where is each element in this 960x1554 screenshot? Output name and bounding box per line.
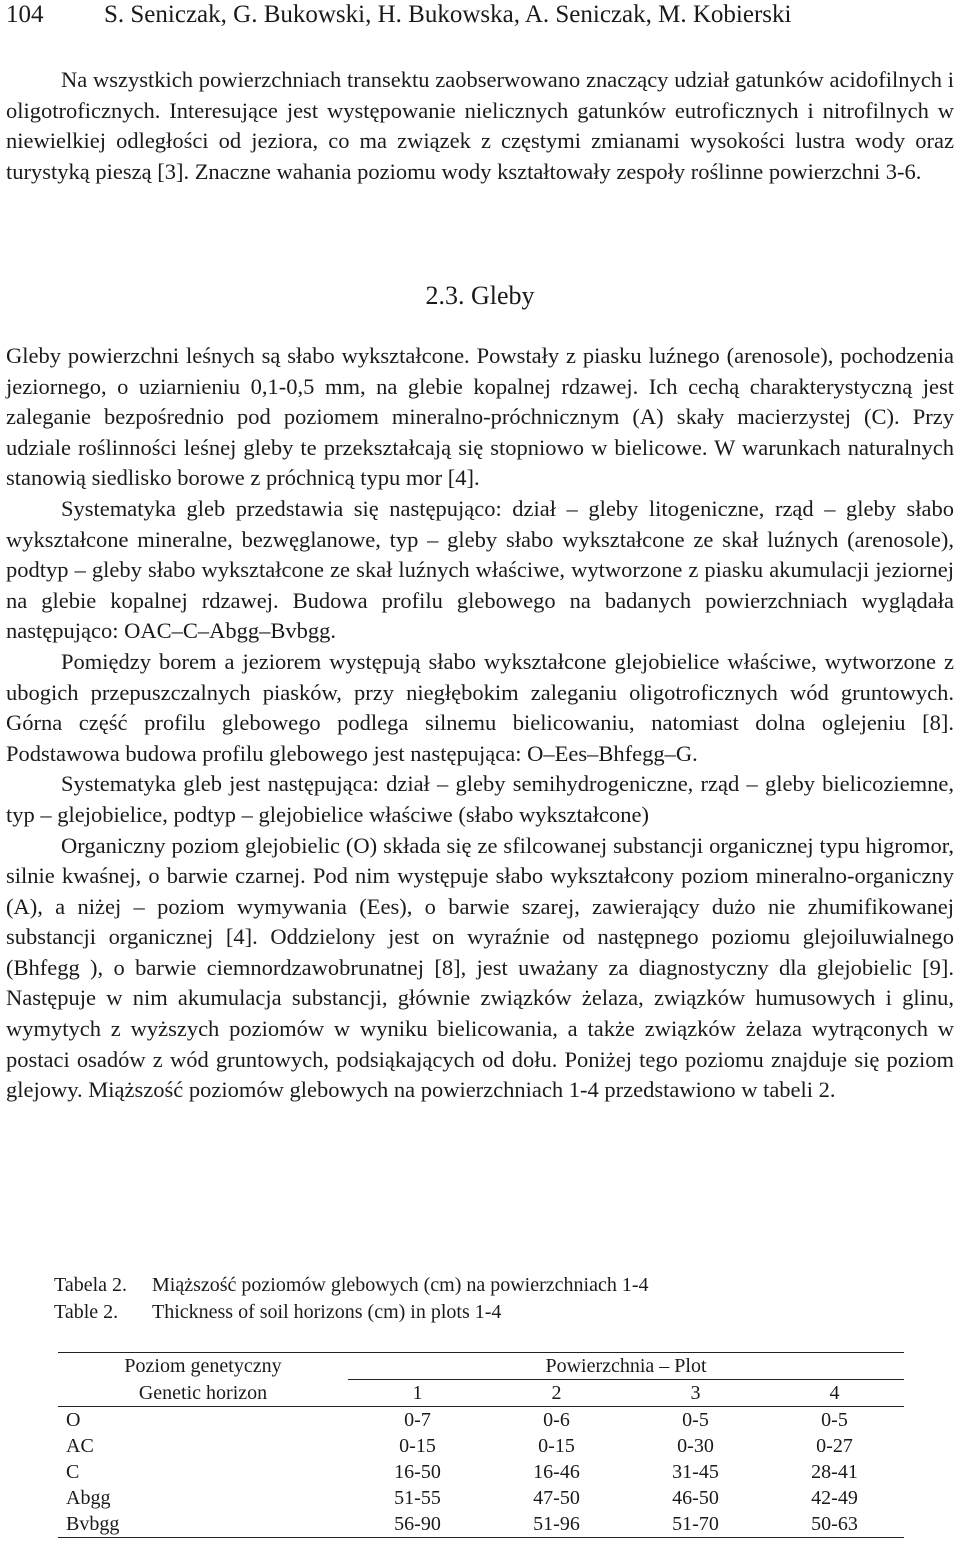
table-caption <box>54 1272 649 1326</box>
table-caption-pl: Tabela 2. Miąższość poziomów glebowych (cm) na powierzchniach 1-4 <box>54 1274 649 1296</box>
table-cell: 0-27 <box>816 1435 853 1457</box>
table-cell: 0-5 <box>682 1409 709 1431</box>
table-cell: 16-46 <box>533 1461 580 1483</box>
header-plot-1: 1 <box>348 1380 487 1407</box>
table-row <box>58 1485 904 1511</box>
paragraph-soils-overview: Gleby powierzchni leśnych są słabo wykształcone. Powstały z piasku luźnego (arenosole), pochodzenia jeziornego, o uziarnieniu 0,1-0,5 mm, na glebie kopalnej rdzawej. Ich cechą charakterystyczną jest zaleganie bezpośrednio pod poziomem mineralno-próchnicznym (A) skały macierzystej (C). Przy udziale roślinności leśnej gleby te przekształcają się stopniowo w bielicowe. W warunkach naturalnych stanowią siedlisko borowe z próchnicą typu mor [4]. <box>6 343 954 491</box>
table-cell: 0-6 <box>543 1409 570 1431</box>
table-cell: 51-55 <box>394 1487 441 1509</box>
horizon-label: C <box>66 1461 80 1483</box>
table-cell: 42-49 <box>811 1487 858 1509</box>
table-cell: 28-41 <box>811 1461 858 1483</box>
section-title: 2.3. Gleby <box>425 281 535 310</box>
table-cell: 31-45 <box>672 1461 719 1483</box>
table-row <box>58 1459 904 1485</box>
header-plot-2: 2 <box>487 1380 626 1407</box>
table-cell: 47-50 <box>533 1487 580 1509</box>
horizon-label: Bvbgg <box>58 1511 348 1538</box>
table-caption-en: Table 2. Thickness of soil horizons (cm) in plots 1-4 <box>54 1301 502 1323</box>
horizon-label: Abgg <box>66 1487 111 1509</box>
table-cell: 0-15 <box>538 1435 575 1457</box>
page-number: 104 <box>6 1 44 28</box>
table-row <box>58 1511 904 1538</box>
table-cell: 0-15 <box>399 1435 436 1457</box>
header-plot-4: 4 <box>765 1380 904 1407</box>
paragraph-gley-podzols: Pomiędzy borem a jeziorem występują słabo wykształcone glejobielice właściwe, wytworzone z ubogich przepuszczalnych piasków, przy niegłębokim zaleganiu oligotroficznych wód gruntowych. Górna część profilu glebowego podlega silnemu bielicowaniu, natomiast dolna oglejeniu [8]. Podstawowa budowa profilu glebowego jest następująca: O–Ees–Bhfegg–G. <box>6 648 954 766</box>
table-subheader-row <box>58 1380 904 1407</box>
table-row <box>58 1433 904 1459</box>
table-header-row <box>58 1353 904 1380</box>
soil-horizons-table <box>58 1352 904 1538</box>
horizon-label: O <box>66 1409 81 1431</box>
table-cell: 0-30 <box>677 1435 714 1457</box>
table-cell: 50-63 <box>765 1511 904 1538</box>
table-cell: 0-7 <box>404 1409 431 1431</box>
table-cell: 56-90 <box>348 1511 487 1538</box>
intro-text-block <box>6 65 954 187</box>
table-row <box>58 1407 904 1434</box>
header-plot-3: 3 <box>626 1380 765 1407</box>
running-header <box>6 0 791 30</box>
table-cell: 0-5 <box>821 1409 848 1431</box>
header-plot: Powierzchnia – Plot <box>348 1353 904 1380</box>
soils-text-block <box>6 341 954 1106</box>
intro-paragraph: Na wszystkich powierzchniach transektu zaobserwowano znaczący udział gatunków acidofilnych i oligotroficznych. Interesujące jest występowanie nielicznych gatunków eutroficznych i nitrofilnych w niewielkiej odległości od jeziora, co ma związek z częstymi zmianami wysokości lustra wody oraz turystyką pieszą [3]. Znaczne wahania poziomu wody kształtowały zespoły roślinne powierzchni 3-6. <box>6 67 954 184</box>
header-horizon-pl: Poziom genetyczny <box>58 1353 348 1380</box>
table-cell: 46-50 <box>672 1487 719 1509</box>
table-cell: 16-50 <box>394 1461 441 1483</box>
paragraph-organic-horizon: Organiczny poziom glejobielic (O) składa się ze sfilcowanej substancji organicznej typu higromor, silnie kwaśnej, o barwie czarnej. Pod nim występuje słabo wykształcony poziom mineralno-organiczny (A), a niżej – poziom wymywania (Ees), o barwie szarej, zawierający dużo nie zhumifikowanej substancji organicznej [4]. Oddzielony jest on wyraźnie od następnego poziomu glejoiluwialnego (Bhfegg ), o barwie ciemnordzawobrunatnej [8], jest uważany za diagnostyczny dla glejobielic [9]. Następuje w nim akumulacja substancji, głównie związków żelaza, związków humusowych i glinu, wymytych z wyższych poziomów w wyniku bielicowania, a także związków żelaza wytrąconych w postaci osadów z wód gruntowych, podsiąkających od dołu. Poniżej tego poziomu znajduje się poziom glejowy. Miąższość poziomów glebowych na powierzchniach 1-4 przedstawiono w tabeli 2. <box>6 832 954 1103</box>
header-authors: S. Seniczak, G. Bukowski, H. Bukowska, A. Seniczak, M. Kobierski <box>104 1 792 28</box>
header-horizon-en: Genetic horizon <box>58 1380 348 1407</box>
table-cell: 51-96 <box>487 1511 626 1538</box>
horizon-label: AC <box>66 1435 94 1457</box>
paragraph-systematics-gley-podzols: Systematyka gleb jest następująca: dział – gleby semihydrogeniczne, rząd – gleby bielicoziemne, typ – glejobielice, podtyp – glejobielice właściwe (słabo wykształcone) <box>6 771 954 827</box>
paragraph-systematics-arenosols: Systematyka gleb przedstawia się następująco: dział – gleby litogeniczne, rząd – gleby słabo wykształcone mineralne, bezwęglanowe, typ – gleby słabo wykształcone ze skał luźnych (arenosole), podtyp – gleby słabo wykształcone ze skał luźnych właściwe, wytworzone z piasku akumulacji jeziornej na glebie kopalnej rdzawej. Budowa profilu glebowego na badanych powierzchniach wyglądała następująco: OAC–C–Abgg–Bvbgg. <box>6 495 954 644</box>
table-cell: 51-70 <box>626 1511 765 1538</box>
